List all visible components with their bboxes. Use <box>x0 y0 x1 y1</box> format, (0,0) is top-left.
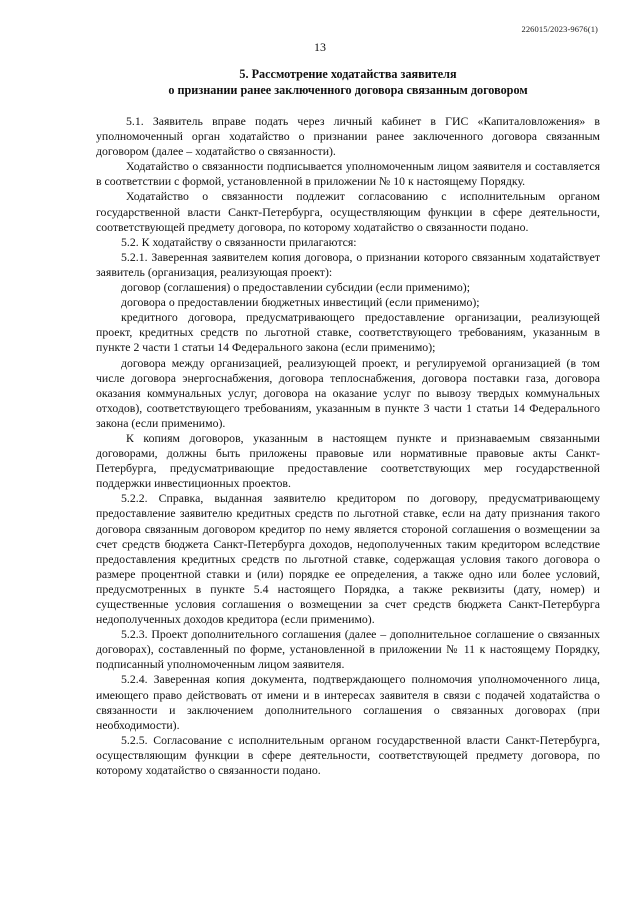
section-title-line-2: о признании ранее заключенного договора связанным договором <box>168 83 528 97</box>
list-item-regulated-org: договора между организацией, реализующей проект, и регулируемой организацией (в том числе договора энергоснабжения, договора теплоснабжения, договора поставки газа, договора оказания коммунальных услуг, договора на оказание услуг по вывозу твердых коммунальных отходов), соответствующего требованиям, указанным в пункте 3 части 1 статьи 14 Федерального закона (если применимо). <box>96 355 600 430</box>
list-item-investments: договора о предоставлении бюджетных инвестиций (если применимо); <box>121 295 480 310</box>
paragraph-approval: Ходатайство о связанности подлежит согласованию с исполнительным органом государственной власти Санкт-Петербурга, осуществляющим функции в сфере деятельности, соответствующей предмету договора, по которому ходатайство о связанности подано. <box>96 189 600 234</box>
section-title-line-1: 5. Рассмотрение ходатайства заявителя <box>239 67 457 81</box>
paragraph-legal-acts: К копиям договоров, указанным в настоящем пункте и признаваемым связанными договорами, должны быть приложены правовые или нормативные правовые акты Санкт-Петербурга, предусматривающие предоставление соответствующих мер государственной поддержки инвестиционных проектов. <box>96 430 600 491</box>
document-registration-number: 226015/2023-9676(1) <box>521 24 598 34</box>
paragraph-5-2-3: 5.2.3. Проект дополнительного соглашения (далее – дополнительное соглашение о связанных договорах), составленный по форме, установленной в приложении № 11 к настоящему Порядку, подписанный уполномоченным лицом заявителя. <box>96 627 600 672</box>
list-item-subsidy: договор (соглашения) о предоставлении субсидии (если применимо); <box>121 280 471 295</box>
paragraph-5-2-1: 5.2.1. Заверенная заявителем копия договора, о признании которого связанным ходатайствует заявитель (организация, реализующая проект): <box>96 249 600 279</box>
document-body <box>96 66 600 778</box>
list-item-credit: кредитного договора, предусматривающего предоставление организации, реализующей проект, кредитных средств по льготной ставке, соответствующего требованиям, указанным в пункте 2 части 1 статьи 14 Федерального закона (если применимо); <box>96 310 600 355</box>
paragraph-5-2-4: 5.2.4. Заверенная копия документа, подтверждающего полномочия уполномоченного лица, имеющего право действовать от имени и в интересах заявителя в связи с подачей ходатайства о связанности и заключением дополнительного соглашения о связанных договорах (при необходимости). <box>96 672 600 732</box>
page-number: 13 <box>314 40 326 54</box>
paragraph-signing: Ходатайство о связанности подписывается уполномоченным лицом заявителя и составляется в соответствии с формой, установленной в приложении № 10 к настоящему Порядку. <box>96 159 600 189</box>
paragraph-5-2-5: 5.2.5. Согласование с исполнительным органом государственной власти Санкт-Петербурга, осуществляющим функции в сфере деятельности, соответствующей предмету договора, по которому ходатайство о связанности подано. <box>96 732 600 778</box>
section-title <box>96 66 600 98</box>
paragraph-5-1: 5.1. Заявитель вправе подать через личный кабинет в ГИС «Капиталовложения» в уполномоченный орган ходатайство о признании ранее заключенного договора связанным договором (далее – ходатайство о связанности). <box>96 114 600 159</box>
paragraph-5-2: 5.2. К ходатайству о связанности прилагаются: <box>121 234 357 249</box>
paragraph-5-2-2: 5.2.2. Справка, выданная заявителю кредитором по договору, предусматривающему предоставление заявителю кредитных средств по льготной ставке, если на дату признания такого договора связанным договором кредитор по нему является стороной соглашения о возмещении за счет средств бюджета Санкт-Петербурга доходов, недополученных таким кредитором вследствие предоставления кредитных средств по льготной ставке, содержащая условия такого договора о размере процентной ставки и (или) порядке ее определения, а также одно или более условий, предусмотренных в пункте 5.4 настоящего Порядка, а также реквизиты (дату, номер) и существенные условия соглашения о возмещении за счет средств бюджета Санкт-Петербурга недополученных доходов кредитора (если применимо). <box>96 491 600 627</box>
